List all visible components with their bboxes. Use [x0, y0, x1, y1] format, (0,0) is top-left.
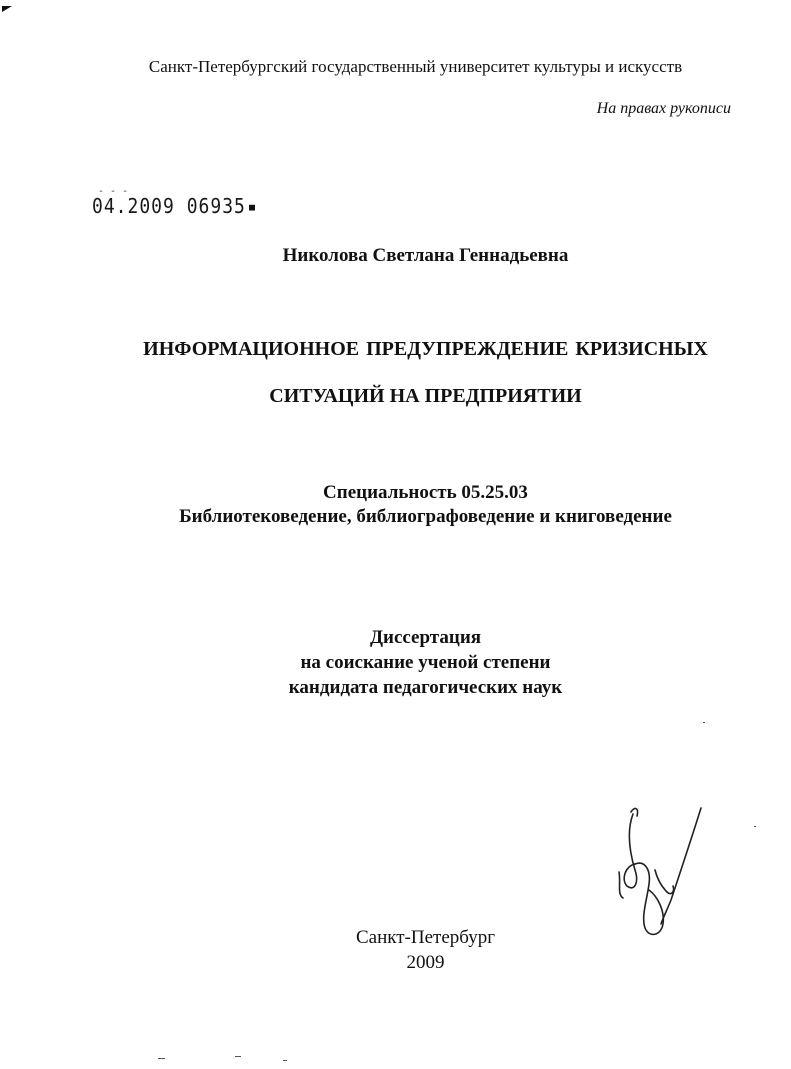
- library-stamp: [92, 194, 255, 218]
- manuscript-rights-note: На правах рукописи: [596, 100, 731, 117]
- author-name: Николова Светлана Геннадьевна: [282, 245, 569, 266]
- degree-field-line: кандидата педагогических наук: [288, 677, 563, 698]
- thesis-title-line-2: СИТУАЦИЙ НА ПРЕДПРИЯТИИ: [269, 385, 582, 407]
- year: 2009: [406, 952, 445, 973]
- specialty-name: Библиотековедение, библиографоведение и книговедение: [179, 506, 672, 527]
- stamp-ticks: - - -: [98, 186, 129, 197]
- specialty-code: Специальность 05.25.03: [323, 482, 528, 503]
- stamp-dot-icon: [249, 204, 255, 210]
- scan-speck: [235, 1056, 241, 1057]
- scan-speck: [158, 1058, 165, 1059]
- degree-line: на соискание ученой степени: [300, 652, 551, 673]
- scan-speck: [703, 722, 705, 723]
- thesis-title-line-1: ИНФОРМАЦИОННОЕ ПРЕДУПРЕЖДЕНИЕ КРИЗИСНЫХ: [143, 338, 708, 360]
- dissertation-block: [0, 625, 791, 700]
- scan-corner-mark-icon: [2, 6, 12, 12]
- scan-speck: [754, 826, 756, 827]
- city-name: Санкт-Петербург: [355, 927, 495, 948]
- scan-speck: [283, 1060, 287, 1061]
- dissertation-label: Диссертация: [369, 627, 482, 648]
- university-name: Санкт-Петербургский государственный университет культуры и искусств: [148, 57, 683, 76]
- stamp-number: 04.2009 06935: [92, 194, 246, 219]
- imprint-block: [0, 925, 791, 975]
